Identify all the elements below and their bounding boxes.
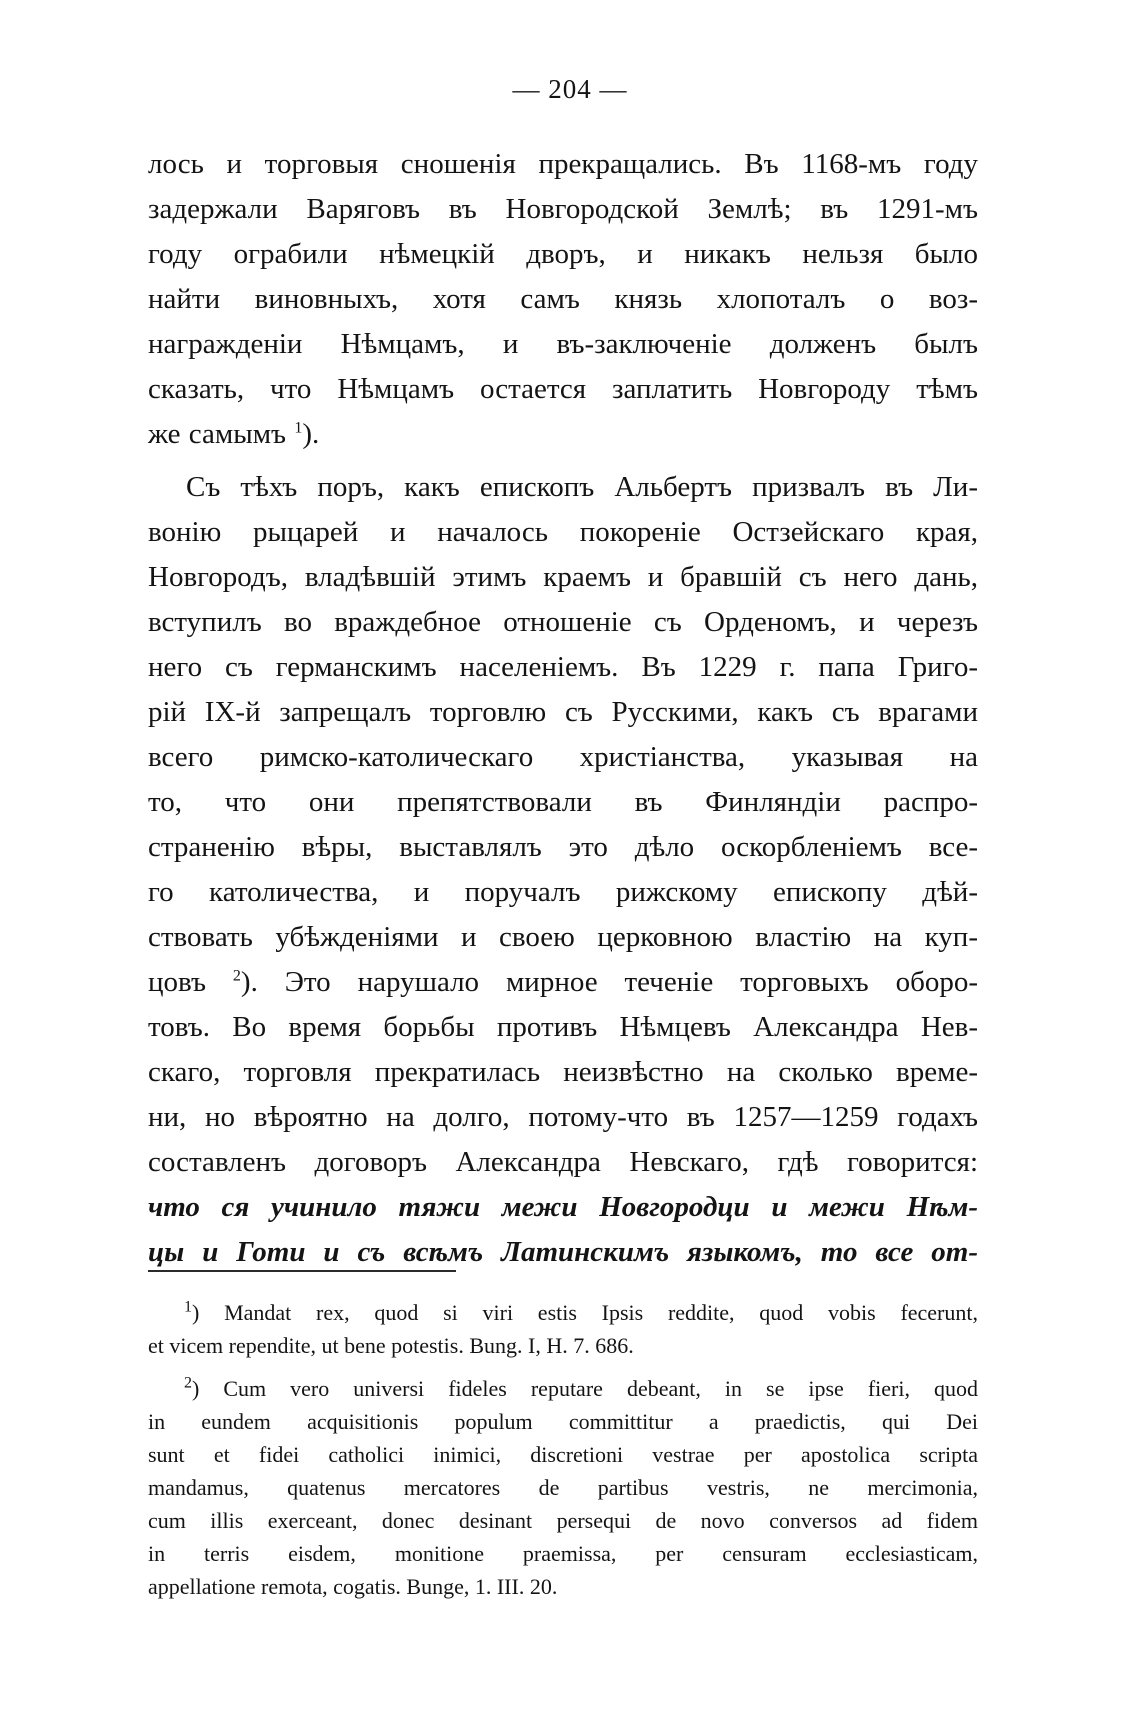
body-line: вонію рыцарей и началось покореніе Остзейскаго края,	[148, 516, 978, 548]
body-line: него съ германскимъ населеніемъ. Въ 1229 г. папа Григо-	[148, 651, 978, 683]
footnote-line: in eundem acquisitionis populum committitur a praedictis, qui Dei	[148, 1409, 978, 1434]
quote-line: цы и Готи и съ всѣмъ Латинскимъ языкомъ, то все от-	[148, 1236, 978, 1268]
paragraph-break	[148, 457, 978, 465]
body-line: награжденіи Нѣмцамъ, и въ-заключеніе долженъ былъ	[148, 328, 978, 360]
body-line: вступилъ во враждебное отношеніе съ Орденомъ, и черезъ	[148, 606, 978, 638]
footnote-line: appellatione remota, cogatis. Bunge, 1. III. 20.	[148, 1574, 558, 1599]
body-line: рій IX-й запрещалъ торговлю съ Русскими, какъ съ врагами	[148, 696, 978, 728]
footnote-line: cum illis exerceant, donec desinant persequi de novo conversos ad fidem	[148, 1508, 978, 1533]
body-line: найти виновныхъ, хотя самъ князь хлопоталъ о воз-	[148, 283, 978, 315]
body-line: задержали Варяговъ въ Новгородской Землѣ; въ 1291-мъ	[148, 193, 978, 225]
footnotes	[148, 1296, 978, 1603]
footnote-text: Mandat rex, quod si viri estis Ipsis reddite, quod vobis fecerunt,	[224, 1300, 978, 1325]
body-line: всего римско-католическаго христіанства, указывая на	[148, 741, 978, 773]
footnote-line: $^1$) Mandat rex, quod si viri estis Ipsis reddite, quod vobis fecerunt,	[184, 1298, 978, 1325]
body-line: Съ тѣхъ поръ, какъ епископъ Альбертъ призвалъ въ Ли-	[186, 471, 978, 503]
body-line: то, что они препятствовали въ Финляндіи распро-	[148, 786, 978, 818]
footnote-gap	[148, 1362, 978, 1372]
footnote-line: $^2$) Cum vero universi fideles reputare debeant, in se ipse fieri, quod	[184, 1374, 978, 1401]
body-line-text: же самымъ	[148, 418, 287, 450]
footnote-line: sunt et fidei catholici inimici, discretioni vestrae per apostolica scripta	[148, 1442, 978, 1467]
body-line: сказать, что Нѣмцамъ остается заплатить Новгороду тѣмъ	[148, 373, 978, 405]
body-line: же самымъ $^1$).	[148, 418, 320, 450]
body-line: ни, но вѣроятно на долго, потому-что въ 1257—1259 годахъ	[148, 1101, 978, 1133]
body-line: ствовать убѣжденіями и своею церковною властію на куп-	[148, 921, 978, 953]
footnote-divider	[148, 1270, 456, 1272]
body-line	[148, 960, 978, 1005]
body-line: скаго, торговля прекратилась неизвѣстно на сколько време-	[148, 1056, 978, 1088]
footnote-marker: 2	[184, 1374, 192, 1392]
main-text	[148, 142, 978, 1275]
footnote-line: in terris eisdem, monitione praemissa, per censuram ecclesiasticam,	[148, 1541, 978, 1566]
body-line: го католичества, и поручалъ рижскому епископу дѣй-	[148, 876, 978, 908]
body-line: товъ. Во время борьбы противъ Нѣмцевъ Александра Нев-	[148, 1011, 978, 1043]
footnote-line: et vicem rependite, ut bene potestis. Bung. I, H. 7. 686.	[148, 1333, 634, 1358]
footnote-ref: 1	[294, 419, 303, 437]
footnote-text: Cum vero universi fideles reputare debeant, in se ipse fieri, quod	[223, 1376, 978, 1401]
body-line: лось и торговыя сношенія прекращались. Въ 1168-мъ году	[148, 148, 978, 180]
body-line-text: цовъ	[148, 966, 206, 998]
quote-line: что ся учинило тяжи межи Новгородци и межи Нѣм-	[148, 1191, 978, 1223]
body-line: году ограбили нѣмецкій дворъ, и никакъ нельзя было	[148, 238, 978, 270]
page-number: — 204 —	[512, 74, 628, 104]
footnote-line: mandamus, quatenus mercatores de partibus vestris, ne mercimonia,	[148, 1475, 978, 1500]
footnote-marker: 1	[184, 1298, 192, 1316]
body-line: страненію вѣры, выставлялъ это дѣло оскорбленіемъ все-	[148, 831, 978, 863]
body-line: Новгородъ, владѣвшій этимъ краемъ и бравшій съ него дань,	[148, 561, 978, 593]
body-line: составленъ договоръ Александра Невскаго, гдѣ говорится:	[148, 1146, 978, 1178]
body-line-text: ). Это нарушало мирное теченіе торговыхъ оборо-	[240, 966, 978, 998]
footnote-ref: 2	[232, 967, 241, 985]
